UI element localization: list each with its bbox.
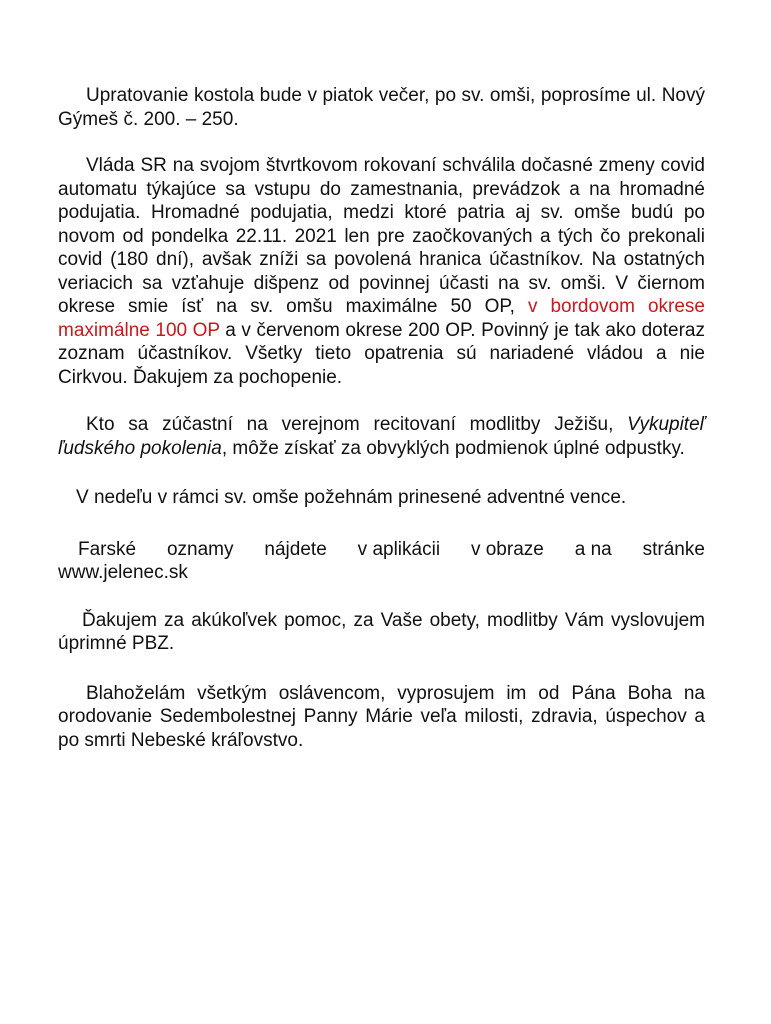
word: oznamy — [166, 538, 234, 560]
paragraph-prayer-indulgence — [58, 413, 705, 460]
paragraph-congratulations: Blahoželám všetkým oslávencom, vyprosujem im od Pána Boha na orodovanie Sedembolestnej Panny Márie veľa milosti, zdravia, úspechov a po smrti Nebeské kráľovstvo. — [58, 682, 705, 751]
word: v obraze — [470, 538, 544, 560]
prayer-text-2: , môže získať za obvyklých podmienok úplné odpustky. — [221, 437, 685, 459]
announcements-location-line-1 — [58, 538, 705, 562]
word: v aplikácii — [357, 538, 441, 560]
covid-rules-text-2: a v červenom okrese 200 OP. Povinný je tak ako doteraz zoznam účastníkov. Všetky tieto opatrenia sú nariadené vládou a nie Cirkvou. Ďakujem za pochopenie. — [58, 319, 705, 388]
covid-rules-highlight: v bordovom okrese maximálne 100 OP — [58, 296, 705, 341]
word: a na — [574, 538, 612, 560]
announcements-document — [58, 84, 705, 752]
paragraph-covid-rules — [58, 154, 705, 389]
prayer-title: Vykupiteľ ľudského pokolenia — [58, 414, 705, 459]
paragraph-advent-wreaths: V nedeľu v rámci sv. omše požehnám prinesené adventné vence. — [76, 487, 627, 508]
paragraph-church-cleaning: Upratovanie kostola bude v piatok večer, po sv. omši, poprosíme ul. Nový Gýmeš č. 200. – 250. — [58, 85, 705, 130]
paragraph-announcements-location — [58, 538, 705, 585]
covid-rules-text-1: Vláda SR na svojom štvrtkovom rokovaní schválila dočasné zmeny covid automatu týkajúce sa vstupu do zamestnania, prevádzok a na hromadné podujatia. Hromadné podujatia, medzi ktoré patria aj sv. omše budú po novom od pondelka 22.11. 2021 len pre zaočkovaných a tých čo prekonali covid (180 dní), avšak zníži sa povolená hranica účastníkov. Na ostatných veriacich sa vzťahuje dišpenz od povinnej účasti na sv. omši. V čiernom okrese smie ísť na sv. omšu maximálne 50 OP, — [58, 155, 705, 317]
word: nájdete — [264, 538, 327, 560]
paragraph-thanks: Ďakujem za akúkoľvek pomoc, za Vaše obety, modlitby Vám vyslovujem úprimné PBZ. — [58, 609, 705, 654]
word: stránke — [642, 538, 705, 560]
website-url: www.jelenec.sk — [58, 562, 188, 583]
word: Farské — [78, 538, 137, 560]
prayer-text-1: Kto sa zúčastní na verejnom recitovaní modlitby Ježišu, — [86, 414, 628, 435]
